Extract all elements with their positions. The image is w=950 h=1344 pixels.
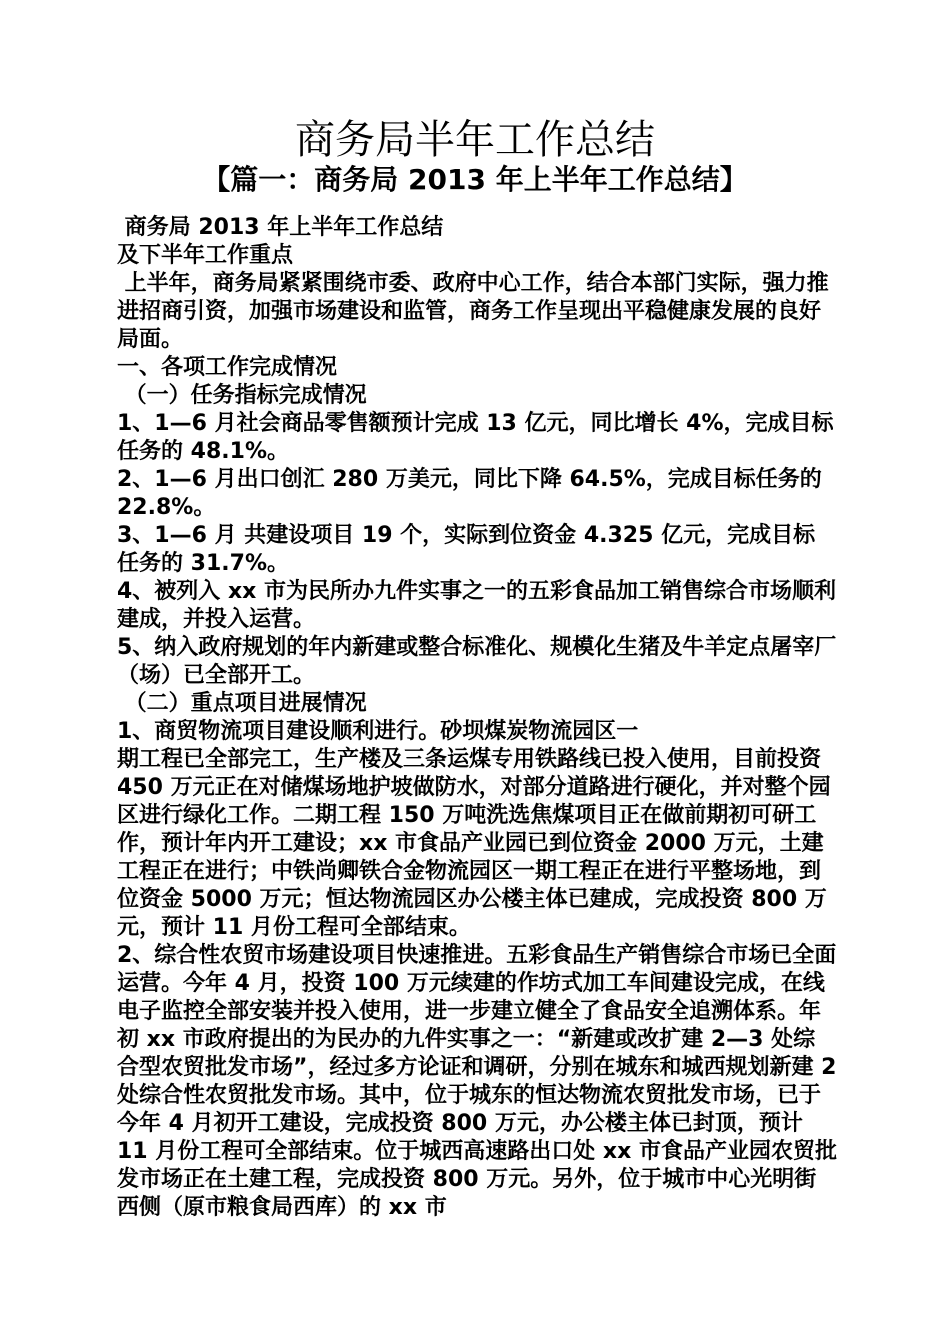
list-item: 5、纳入政府规划的年内新建或整合标准化、规模化生猪及牛羊定点屠宰厂（场）已全部开工。 bbox=[117, 635, 837, 688]
section-heading: 一、各项工作完成情况 bbox=[117, 355, 338, 380]
intro-paragraph: 上半年，商务局紧紧围绕市委、政府中心工作，结合本部门实际，强力推进招商引资，加强市场建设和监管，商务工作呈现出平稳健康发展的良好局面。 bbox=[117, 271, 829, 352]
document-title: 商务局半年工作总结 bbox=[295, 117, 655, 163]
heading-line-2: 及下半年工作重点 bbox=[117, 243, 294, 268]
document-subtitle: 【篇一：商务局 2013 年上半年工作总结】 bbox=[202, 163, 748, 196]
list-item: 1、1—6 月社会商品零售额预计完成 13 亿元，同比增长 4%，完成目标任务的 48.1%。 bbox=[117, 411, 834, 464]
list-item: 2、综合性农贸市场建设项目快速推进。五彩食品生产销售综合市场已全面运营。今年 4 月，投资 100 万元续建的作坊式加工车间建设完成，在线电子监控全部安装并投入使用，进一步建立健全了食品安全追溯体系。年初 xx 市政府提出的为民办的九件实事之一：“新建或改扩建 2—3 处综合型农贸批发市场”，经过多方论证和调研，分别在城东和城西规划新建 2 处综合性农贸批发市场。其中，位于城东的恒达物流农贸批发市场，已于今年 4 月初开工建设，完成投资 800 万元，办公楼主体已封顶，预计 11 月份工程可全部结束。位于城西高速路出口处 xx 市食品产业园农贸批发市场正在土建工程，完成投资 800 万元。另外，位于城市中心光明街西侧（原市粮食局西库）的 xx 市 bbox=[117, 943, 845, 1220]
body-paragraph: 期工程已全部完工，生产楼及三条运煤专用铁路线已投入使用，目前投资 450 万元正在对储煤场地护坡做防水，对部分道路进行硬化，并对整个园区进行绿化工作。二期工程 150 万吨洗选焦煤项目正在做前期初可研工作，预计年内开工建设；xx 市食品产业园已到位资金 2000 万元，土建工程正在进行；中铁尚卿铁合金物流园区一期工程正在进行平整场地，到位资金 5000 万元；恒达物流园区办公楼主体已建成，完成投资 800 万元，预计 11 月份工程可全部结束。 bbox=[117, 747, 831, 940]
list-item: 4、被列入 xx 市为民所办九件实事之一的五彩食品加工销售综合市场顺利建成，并投入运营。 bbox=[117, 579, 837, 632]
list-item: 1、商贸物流项目建设顺利进行。砂坝煤炭物流园区一 bbox=[117, 719, 639, 744]
document-body bbox=[117, 214, 845, 1222]
heading-line-1: 商务局 2013 年上半年工作总结 bbox=[117, 215, 444, 240]
list-item: 3、1—6 月 共建设项目 19 个，实际到位资金 4.325 亿元，完成目标任务的 31.7%。 bbox=[117, 523, 816, 576]
list-item: 2、1—6 月出口创汇 280 万美元，同比下降 64.5%，完成目标任务的 22.8%。 bbox=[117, 467, 830, 520]
subsection-heading: （二）重点项目进展情况 bbox=[117, 691, 367, 716]
subsection-heading: （一）任务指标完成情况 bbox=[117, 383, 367, 408]
